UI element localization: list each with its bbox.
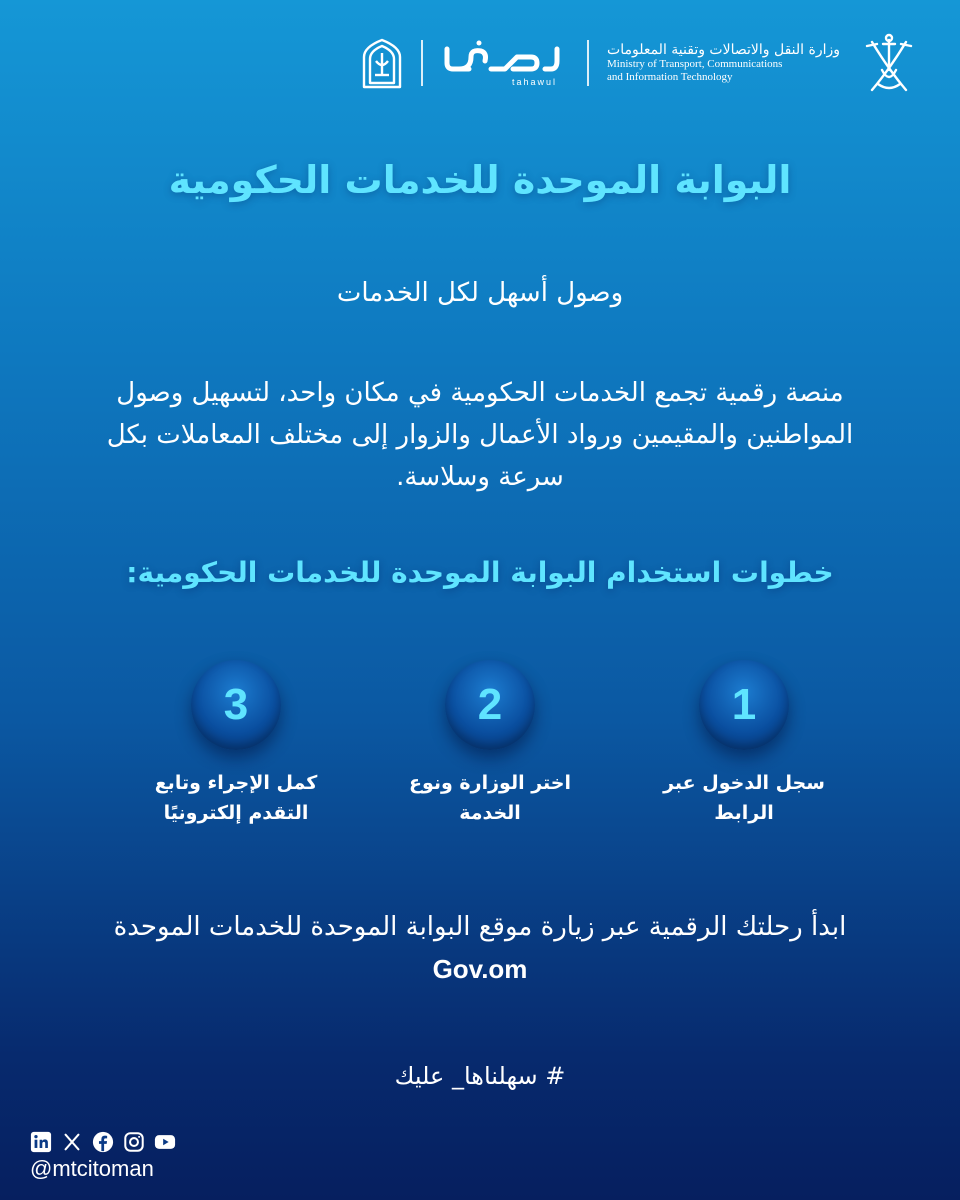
facebook-icon[interactable] [92, 1131, 114, 1153]
arch-logo-icon [361, 37, 403, 89]
social-handle[interactable]: @mtcitoman [30, 1156, 154, 1181]
step-1 [624, 660, 864, 828]
step-2-number: 2 [445, 660, 535, 750]
header-divider [587, 40, 589, 86]
tahawul-logo [441, 39, 569, 87]
gov-om-link[interactable]: Gov.om [432, 954, 528, 984]
steps-heading: خطوات استخدام البوابة الموحدة للخدمات الحكومية: [126, 556, 834, 589]
youtube-icon[interactable] [154, 1131, 176, 1153]
ministry-name-ar: وزارة النقل والاتصالات وتقنية المعلومات [607, 42, 840, 59]
page-subtitle: وصول أسهل لكل الخدمات [336, 278, 624, 308]
x-icon[interactable] [61, 1131, 83, 1153]
ministry-name-en-line1: Ministry of Transport, Communications [607, 58, 783, 71]
social-icons [30, 1130, 176, 1154]
header [361, 28, 920, 98]
header-divider-2 [421, 40, 423, 86]
step-1-number: 1 [699, 660, 789, 750]
tahawul-logo-icon [441, 39, 569, 79]
oman-emblem-icon [858, 30, 920, 96]
description-paragraph: منصة رقمية تجمع الخدمات الحكومية في مكان واحد، لتسهيل وصول المواطنين والمقيمين ورواد الأعمال والزوار إلى مختلف المعاملات بكل سرعة وسلاسة. [106, 378, 854, 492]
step-3-label: كمل الإجراء وتابع التقدم إلكترونيًا [154, 772, 318, 824]
step-2 [370, 660, 610, 828]
page-title: البوابة الموحدة للخدمات الحكومية [168, 158, 792, 202]
hashtag: # سهلناها_ عليك [394, 1062, 566, 1090]
ministry-name-en-line2: and Information Technology [607, 71, 733, 84]
instagram-icon[interactable] [123, 1131, 145, 1153]
step-1-label: سجل الدخول عبر الرابط [663, 772, 825, 824]
cta-message: ابدأ رحلتك الرقمية عبر زيارة موقع البوابة الموحدة للخدمات الموحدة [113, 912, 847, 942]
step-3 [116, 660, 356, 828]
step-3-number: 3 [191, 660, 281, 750]
linkedin-icon[interactable] [30, 1131, 52, 1153]
cta-text [100, 906, 860, 991]
ministry-name [607, 42, 840, 83]
step-2-label: اختر الوزارة ونوع الخدمة [408, 772, 571, 824]
social-footer [30, 1130, 176, 1182]
tahawul-subtext: tahawul [511, 77, 558, 87]
